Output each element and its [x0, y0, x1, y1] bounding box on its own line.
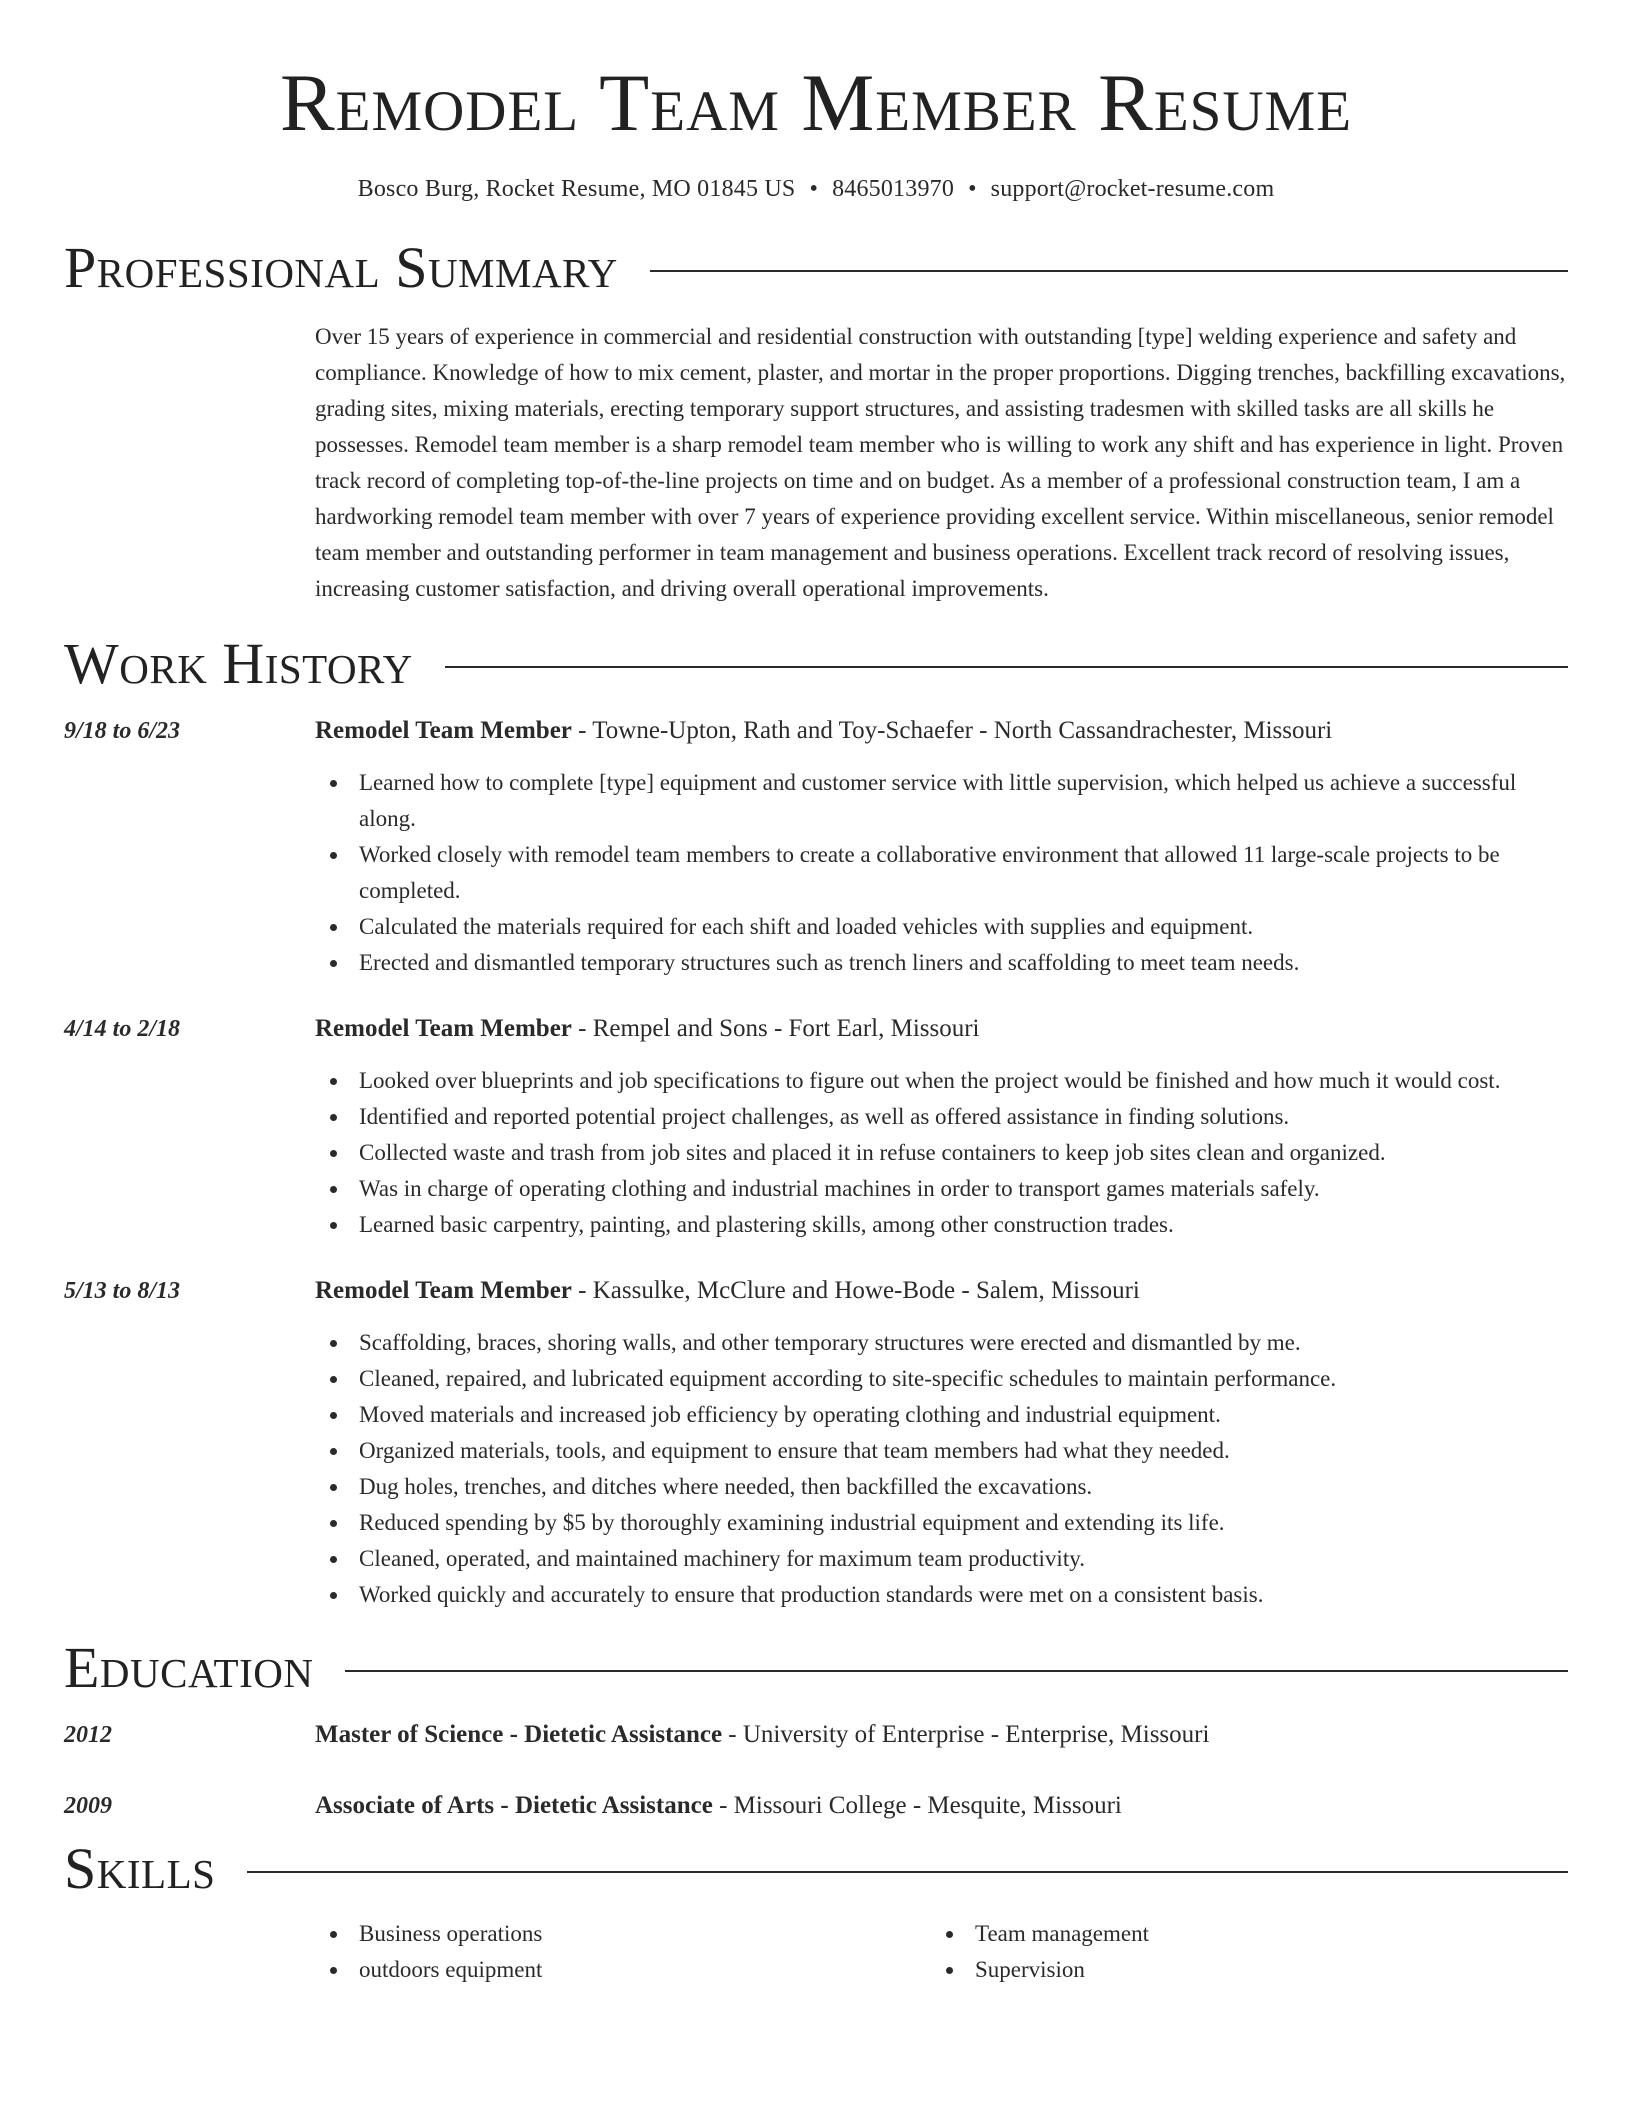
education-year: 2009 [64, 1793, 112, 1819]
job-bullets [315, 765, 1568, 981]
job-bullet: Organized materials, tools, and equipment to ensure that team members had what they needed. [315, 1433, 1568, 1469]
job-bullet: Cleaned, repaired, and lubricated equipment according to site-specific schedules to maintain performance. [315, 1361, 1568, 1397]
job-bullet: Was in charge of operating clothing and industrial machines in order to transport games materials safely. [315, 1171, 1568, 1207]
job-title: Remodel Team Member [315, 1015, 572, 1042]
section-title-summary: Professional Summary [64, 235, 618, 300]
contact-phone: 8465013970 [832, 176, 955, 202]
skill-item: Business operations [315, 1916, 931, 1952]
job-body [315, 1273, 1568, 1613]
job-bullet: Worked quickly and accurately to ensure that production standards were met on a consistent basis. [315, 1577, 1568, 1613]
education-degree: Associate of Arts - Dietetic Assistance [315, 1792, 713, 1819]
job-bullet: Identified and reported potential project challenges, as well as offered assistance in finding solutions. [315, 1099, 1568, 1135]
job-employer-location: - Kassulke, McClure and Howe-Bode - Salem, Missouri [571, 1277, 1140, 1304]
job-dates: 4/14 to 2/18 [64, 1016, 181, 1042]
job-bullet: Reduced spending by $5 by thoroughly examining industrial equipment and extending its life. [315, 1505, 1568, 1541]
education-body [315, 1717, 1568, 1753]
section-title-skills: Skills [64, 1836, 216, 1901]
section-header-education [64, 1635, 1568, 1700]
job-bullet: Scaffolding, braces, shoring walls, and other temporary structures were erected and dismantled by me. [315, 1325, 1568, 1361]
job-bullet: Dug holes, trenches, and ditches where needed, then backfilled the excavations. [315, 1469, 1568, 1505]
education-line [315, 1717, 1568, 1753]
contact-line [64, 176, 1568, 203]
skill-item: Team management [931, 1916, 1568, 1952]
job-line [315, 713, 1568, 749]
section-divider [345, 1670, 1568, 1672]
job-dates: 9/18 to 6/23 [64, 718, 181, 744]
job-employer-location: - Rempel and Sons - Fort Earl, Missouri [571, 1015, 980, 1042]
education-line [315, 1788, 1568, 1824]
contact-separator: • [809, 176, 819, 202]
job-bullet: Calculated the materials required for each shift and loaded vehicles with supplies and equipment. [315, 909, 1568, 945]
summary-text: Over 15 years of experience in commercial and residential construction with outstanding [type] welding experience and safety and compliance. Knowledge of how to mix cement, plaster, and mortar in the proper proportions. Digging trenches, backfilling excavations, grading sites, mixing materials, erecting temporary support structures, and assisting tradesmen with skilled tasks are all skills he possesses. Remodel team member is a sharp remodel team member who is willing to work any shift and has experience in light. Proven track record of completing top-of-the-line projects on time and on budget. As a member of a professional construction team, I am a hardworking remodel team member with over 7 years of experience providing excellent service. Within miscellaneous, senior remodel team member and outstanding performer in team management and business operations. Excellent track record of resolving issues, increasing customer satisfaction, and driving overall operational improvements. [315, 324, 1566, 601]
skills-column-right [931, 1916, 1568, 1988]
job-title: Remodel Team Member [315, 1277, 572, 1304]
skills-column-left [315, 1916, 931, 1988]
contact-address: Bosco Burg, Rocket Resume, MO 01845 US [357, 176, 796, 202]
job-entry [64, 713, 1568, 981]
education-list [64, 1717, 1568, 1824]
job-bullet: Cleaned, operated, and maintained machinery for maximum team productivity. [315, 1541, 1568, 1577]
job-body [315, 1011, 1568, 1243]
section-header-summary [64, 235, 1568, 300]
job-dates: 5/13 to 8/13 [64, 1278, 181, 1304]
job-bullet: Learned basic carpentry, painting, and plastering skills, among other construction trades. [315, 1207, 1568, 1243]
education-body [315, 1788, 1568, 1824]
section-divider [650, 270, 1568, 272]
skill-item: Supervision [931, 1952, 1568, 1988]
education-year: 2012 [64, 1722, 112, 1748]
job-bullets [315, 1063, 1568, 1243]
skills-grid [315, 1916, 1568, 1988]
section-divider [247, 1871, 1568, 1873]
job-bullet: Learned how to complete [type] equipment and customer service with little supervision, which helped us achieve a successful along. [315, 765, 1568, 837]
job-bullet: Moved materials and increased job efficiency by operating clothing and industrial equipment. [315, 1397, 1568, 1433]
section-header-work [64, 631, 1568, 696]
resume-title: Remodel Team Member Resume [279, 57, 1353, 148]
job-entry [64, 1011, 1568, 1243]
job-entry [64, 1273, 1568, 1613]
education-entry [64, 1717, 1568, 1753]
work-history-list [64, 713, 1568, 1613]
job-bullet: Erected and dismantled temporary structures such as trench liners and scaffolding to meet team needs. [315, 945, 1568, 981]
job-body [315, 713, 1568, 981]
job-bullets [315, 1325, 1568, 1613]
section-divider [445, 666, 1568, 668]
education-entry [64, 1788, 1568, 1824]
job-bullet: Collected waste and trash from job sites and placed it in refuse containers to keep job sites clean and organized. [315, 1135, 1568, 1171]
contact-email: support@rocket-resume.com [990, 176, 1275, 202]
section-header-skills [64, 1836, 1568, 1901]
job-line [315, 1011, 1568, 1047]
section-title-education: Education [64, 1635, 314, 1700]
skill-item: outdoors equipment [315, 1952, 931, 1988]
education-degree: Master of Science - Dietetic Assistance [315, 1721, 723, 1748]
job-bullet: Worked closely with remodel team members to create a collaborative environment that allowed 11 large-scale projects to be completed. [315, 837, 1568, 909]
contact-separator: • [968, 176, 977, 202]
education-school: - Missouri College - Mesquite, Missouri [712, 1792, 1122, 1819]
job-line [315, 1273, 1568, 1309]
section-title-work: Work History [64, 631, 413, 696]
job-title: Remodel Team Member [315, 717, 572, 744]
education-school: - University of Enterprise - Enterprise, Missouri [722, 1721, 1210, 1748]
job-bullet: Looked over blueprints and job specifications to figure out when the project would be finished and how much it would cost. [315, 1063, 1568, 1099]
job-employer-location: - Towne-Upton, Rath and Toy-Schaefer - North Cassandrachester, Missouri [571, 717, 1333, 744]
